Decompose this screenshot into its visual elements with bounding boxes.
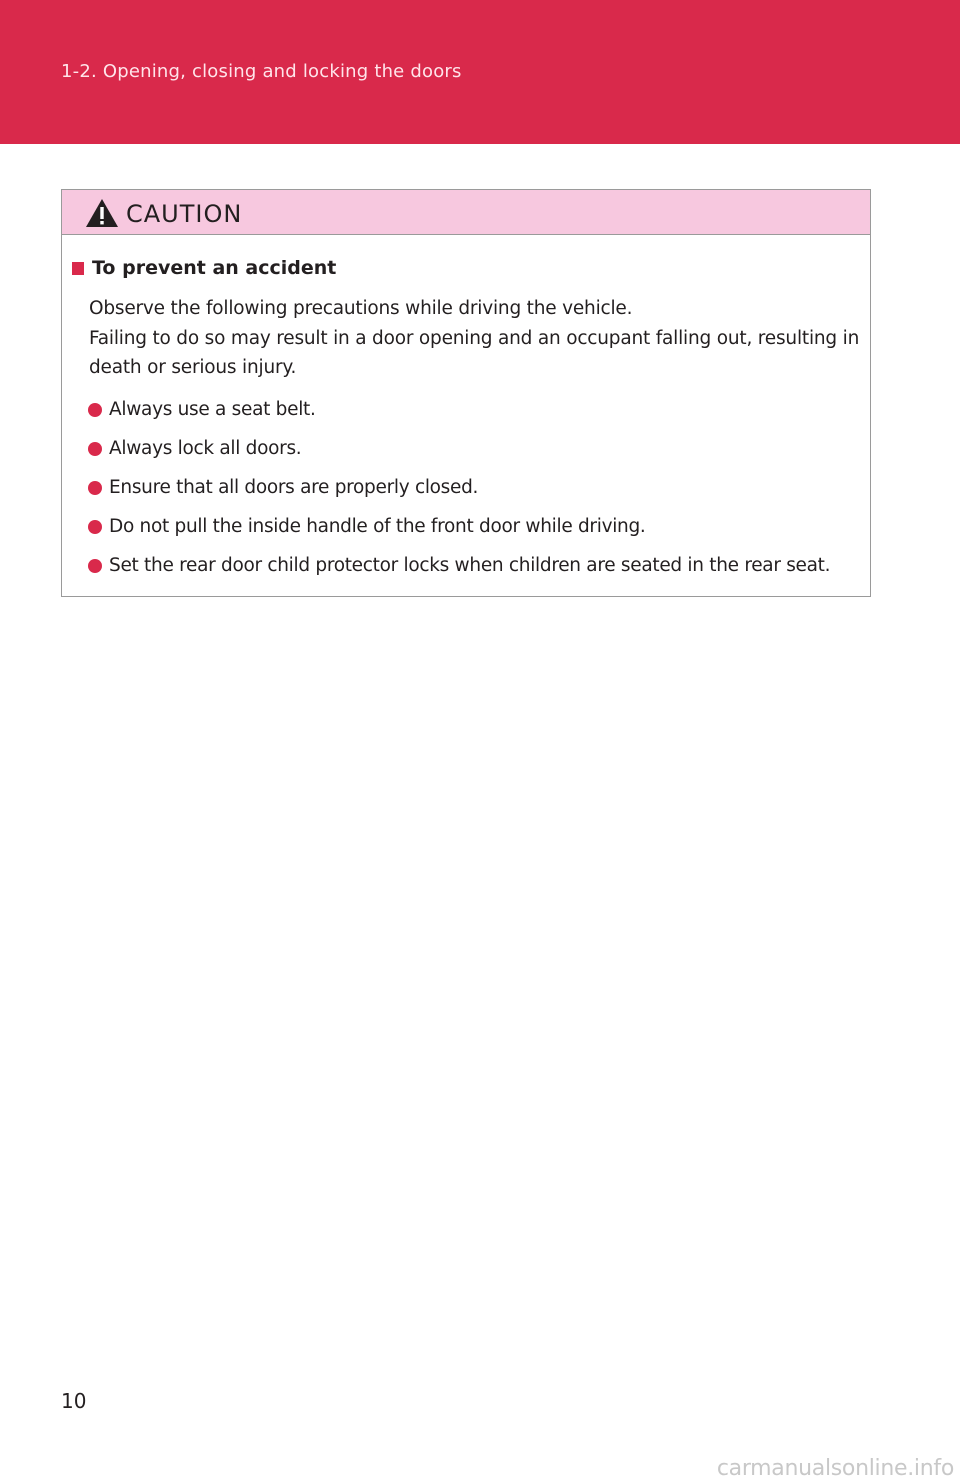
precaution-list bbox=[88, 390, 868, 585]
list-item bbox=[88, 429, 868, 468]
watermark: carmanualsonline.info bbox=[716, 1456, 954, 1481]
caution-section-heading bbox=[72, 257, 336, 279]
caution-box bbox=[61, 189, 871, 597]
list-item-text: Ensure that all doors are properly closed. bbox=[109, 477, 479, 498]
page-number: 10 bbox=[61, 1389, 87, 1413]
red-dot-icon bbox=[88, 442, 102, 456]
list-item-text: Always lock all doors. bbox=[109, 438, 302, 459]
warning-triangle-icon bbox=[85, 198, 119, 228]
caution-title: CAUTION bbox=[126, 200, 243, 228]
list-item-text: Set the rear door child protector locks when children are seated in the rear seat. bbox=[109, 555, 831, 576]
list-item bbox=[88, 390, 868, 429]
list-item bbox=[88, 468, 868, 507]
red-square-icon bbox=[72, 262, 84, 275]
red-dot-icon bbox=[88, 403, 102, 417]
caution-section-title: To prevent an accident bbox=[92, 257, 337, 279]
red-dot-icon bbox=[88, 481, 102, 495]
list-item-text: Do not pull the inside handle of the front door while driving. bbox=[109, 516, 646, 537]
list-item bbox=[88, 507, 868, 546]
header-band bbox=[0, 0, 960, 144]
caution-paragraph-line-2: Failing to do so may result in a door opening and an occupant falling out, resulting in death or serious injury. bbox=[89, 327, 860, 378]
list-item bbox=[88, 546, 868, 585]
list-item-text: Always use a seat belt. bbox=[109, 399, 316, 420]
caution-paragraph-line-1: Observe the following precautions while driving the vehicle. bbox=[89, 298, 633, 319]
red-dot-icon bbox=[88, 520, 102, 534]
caution-paragraph bbox=[89, 294, 869, 383]
red-dot-icon bbox=[88, 559, 102, 573]
section-heading: 1-2. Opening, closing and locking the doors bbox=[61, 61, 462, 82]
caution-header bbox=[62, 190, 870, 235]
